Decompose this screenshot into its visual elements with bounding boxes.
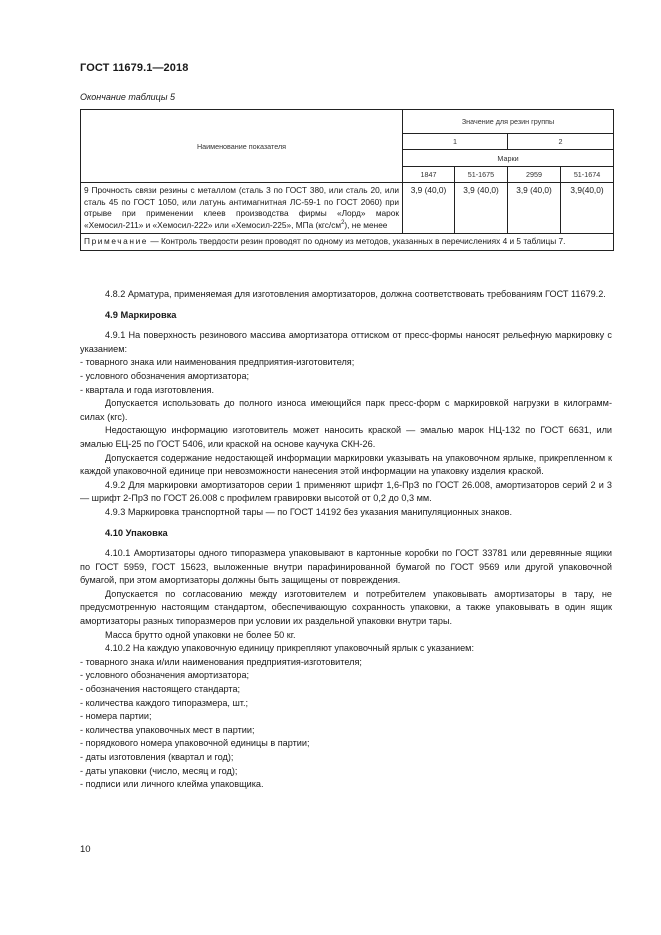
- paragraph: 4.9.2 Для маркировки амортизаторов серии 1 применяют шрифт 1,6-ПрЗ по ГОСТ 26.008, амортизаторов серий 2 и 3 — шрифт 2-ПрЗ по ГОСТ 26.008 с профилем гравировки высотой от 0,2 до 0,3 мм.: [80, 479, 612, 504]
- list-item: - товарного знака или наименования предприятия-изготовителя;: [80, 357, 355, 368]
- list-item: - товарного знака и/или наименования предприятия-изготовителя;: [80, 656, 362, 667]
- list-item: - условного обозначения амортизатора;: [80, 670, 250, 681]
- paragraph: Допускается по согласованию между изготовителем и потребителем упаковывать амортизаторы в тару, не предусмотренную настоящим стандартом, обеспечивающую сохранность упаковки, а также упаковывать в один ящик амортизаторы разных типоразмеров при условии их раздельной упаковки внутри тары.: [80, 588, 612, 627]
- list-item: - даты изготовления (квартал и год);: [80, 752, 234, 762]
- brand-header: 2959: [508, 167, 561, 183]
- list-item: - даты упаковки (число, месяц и год);: [80, 765, 238, 776]
- paragraph: Недостающую информацию изготовитель может наносить краской — эмалью марок НЦ-132 по ГОСТ 6631, или эмалью ЕЦ-25 по ГОСТ 5406, или краской на основе каучука СКН-26.: [80, 425, 612, 449]
- list-item: - условного обозначения амортизатора;: [80, 370, 250, 381]
- list-item: - квартала и года изготовления.: [80, 384, 214, 395]
- note-text: — Контроль твердости резин проводят по одному из методов, указанных в перечислениях 4 и 5 таблицы 7.: [148, 236, 566, 246]
- list-item: - номера партии;: [80, 711, 152, 722]
- list-item: - обозначения настоящего стандарта;: [80, 684, 241, 695]
- indicator-text: 9 Прочность связи резины с металлом (сталь 3 по ГОСТ 380, или сталь 20, или сталь 45 по ГОСТ 1050, или латунь антимагнитная ЛС-59-1 по ГОСТ 2060) при отрыве при применении клеев производства фирмы «Лорд» марок «Хемосил-211» и «Хемосил-222» или «Хемосил-225», МПа (кгс/см: [84, 185, 399, 230]
- brands-header: Марки: [403, 150, 614, 167]
- brand-header: 1847: [403, 167, 455, 183]
- document-header: ГОСТ 11679.1—2018: [80, 62, 189, 74]
- table-caption: Окончание таблицы 5: [80, 92, 175, 102]
- brand-header: 51-1674: [561, 167, 614, 183]
- group-2-header: 2: [508, 134, 614, 150]
- column-header-values: Значение для резин группы: [403, 110, 614, 134]
- indicator-cell: [81, 183, 403, 234]
- paragraph: 4.10.1 Амортизаторы одного типоразмера упаковывают в картонные коробки по ГОСТ 33781 или деревянные ящики по ГОСТ 5959, ГОСТ 15623, выложенные внутри парафинированной бумагой по ГОСТ 9569 или другой упаковочной бумагой, при этом амортизаторы должны быть защищены от повреждения.: [80, 548, 612, 586]
- paragraph: 4.9.3 Маркировка транспортной тары — по ГОСТ 14192 без указания манипуляционных знаков.: [105, 506, 513, 517]
- value-cell: 3,9 (40,0): [403, 183, 455, 234]
- paragraph: 4.10.2 На каждую упаковочную единицу прикрепляют упаковочный ярлык с указанием:: [105, 643, 474, 654]
- paragraph: Масса брутто одной упаковки не более 50 кг.: [105, 629, 296, 640]
- list-item: - подписи или личного клейма упаковщика.: [80, 779, 264, 790]
- paragraph: 4.8.2 Арматура, применяемая для изготовления амортизаторов, должна соответствовать требованиям ГОСТ 11679.2.: [105, 289, 606, 299]
- brand-header: 51-1675: [455, 167, 508, 183]
- indicator-text-end: ), не менее: [344, 219, 388, 230]
- paragraph: 4.9.1 На поверхность резинового массива амортизатора оттиском от пресс-формы наносят рельефную маркировку с указанием:: [80, 330, 612, 354]
- page-number: 10: [80, 844, 91, 855]
- list-item: - количества каждого типоразмера, шт.;: [80, 697, 249, 708]
- note-label: Примечание: [84, 236, 149, 246]
- section-heading: 4.9 Маркировка: [105, 309, 177, 320]
- paragraph: Допускается использовать до полного износа имеющийся парк пресс-форм с маркировкой нагрузки в килограмм-силах (кгс).: [80, 398, 612, 422]
- value-cell: 3,9 (40,0): [455, 183, 508, 234]
- list-item: - порядкового номера упаковочной единицы в партии;: [80, 738, 310, 749]
- value-cell: 3,9 (40,0): [508, 183, 561, 234]
- group-1-header: 1: [403, 134, 508, 150]
- list-item: - количества упаковочных мест в партии;: [80, 724, 255, 735]
- paragraph: Допускается содержание недостающей информации маркировки указывать на упаковочном ярлыке, прикрепленном к каждой упаковочной единице при невозможности нанесения этой информации на упаковку изделия краской.: [80, 452, 612, 477]
- table-note: [81, 234, 614, 251]
- superscript: 2: [341, 219, 345, 226]
- column-header-indicator: Наименование показателя: [81, 110, 403, 183]
- value-cell: 3,9(40,0): [561, 183, 614, 234]
- table-5: [80, 109, 614, 251]
- section-heading: 4.10 Упаковка: [105, 527, 168, 538]
- body-text: [80, 288, 612, 792]
